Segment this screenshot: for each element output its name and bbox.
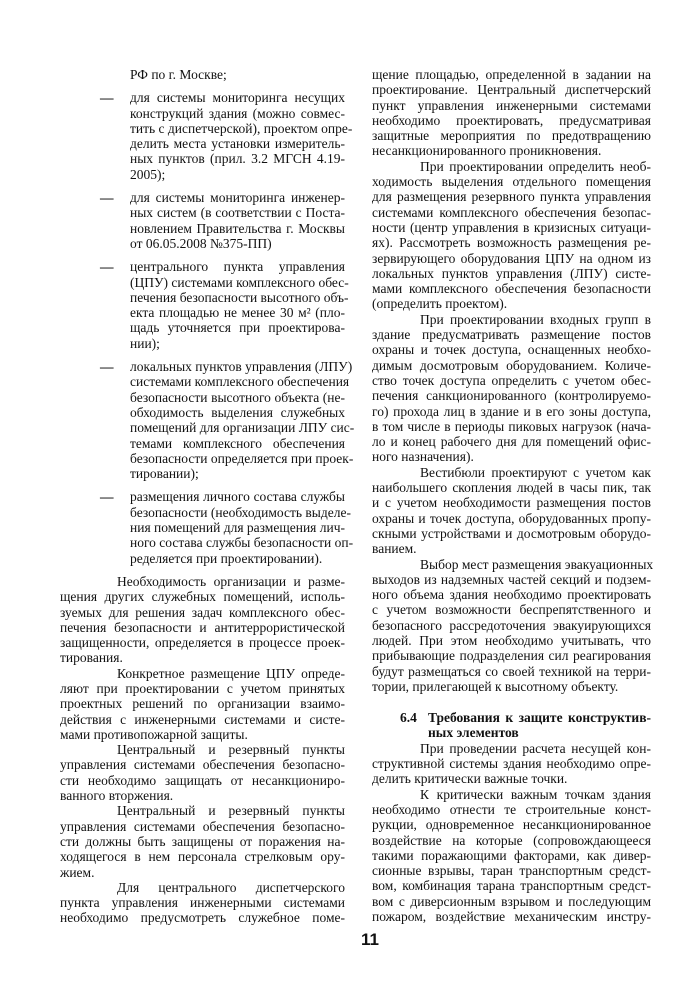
text-line: димым досмотровым оборудованием. Количе- (372, 357, 651, 373)
text-line: сти должны быть защищены от поражения на- (60, 833, 345, 849)
text-line: несанкционированного проникновения. (372, 143, 602, 159)
text-line: сти необходимо защищать от несанкциониро- (60, 772, 345, 788)
paragraph (372, 67, 651, 159)
text-line: для системы мониторинга инженер- (130, 190, 345, 206)
text-line: тировании); (130, 466, 199, 482)
text-line: К критически важным точкам здания (420, 786, 651, 802)
text-line: темами комплексного обеспечения (130, 435, 345, 451)
text-line: безопасности высотного объекта (не- (130, 389, 345, 405)
paragraph (60, 803, 345, 879)
text-line: необходимо отнести те строительные конст- (372, 801, 651, 817)
text-line: Центральный и резервный пункты (117, 803, 345, 819)
paragraph (60, 880, 345, 926)
right-column (372, 67, 654, 925)
text-line: с учетом возможности беспрепятственного и (372, 602, 651, 618)
bullet-dash: — (100, 190, 114, 206)
section-heading (372, 710, 651, 741)
text-line: обходимость выделения служебных (130, 404, 345, 420)
bullet-item (60, 259, 349, 351)
text-line: ного состава службы безопасности оп- (130, 535, 354, 551)
text-line: людей. При этом необходимо учитывать, что (372, 632, 651, 648)
text-line: наибольшего скопления людей в часы пик, так (372, 480, 651, 496)
text-line: проектирование. Центральный диспетчерский (372, 82, 651, 98)
text-line: делить критически важные точки. (372, 771, 568, 787)
bullet-item (60, 190, 345, 251)
paragraph (60, 742, 345, 803)
text-line: ляют при проектировании с учетом принятых (60, 680, 345, 696)
text-line: защитные мероприятия по предотвращению (372, 128, 651, 144)
text-line: от 06.05.2008 №375-ПП) (130, 235, 272, 251)
text-line: выходов из надземных частей секций и подзем- (372, 571, 651, 587)
text-line: и с учетом необходимости размещения постов (372, 495, 651, 511)
text-line: здание предусматривать размещение постов (372, 327, 651, 343)
bullet-dash: — (100, 90, 114, 106)
text-line: щения других служебных помещений, исполь- (60, 589, 345, 605)
text-line: Конкретное размещение ЦПУ опреде- (117, 665, 345, 681)
text-line: воздействие на которые (сопровождающееся (372, 832, 651, 848)
text-line: действия с инженерными системами и систе- (60, 711, 345, 727)
text-line: будут размещаться со своей техникой на терри- (372, 663, 651, 679)
text-line: пункта управления инженерными системами (60, 895, 345, 911)
text-line: системами комплексного обеспечения (130, 374, 350, 390)
text-line: для системы мониторинга несущих (130, 90, 345, 106)
bullet-dash: — (100, 489, 114, 505)
text-line: тирования. (60, 650, 123, 666)
text-line: жием. (60, 864, 95, 880)
text-line: локальных пунктов управления (ЛПУ) систе- (372, 265, 651, 281)
text-line: Центральный и резервный пункты (117, 742, 345, 758)
text-line: (ЦПУ) системами комплексного обес- (130, 274, 349, 290)
paragraph (372, 741, 651, 787)
text-line: ходящегося в нем персонала стрелковым ору- (60, 849, 345, 865)
text-line: ходимость выделения отдельного помещения (372, 174, 651, 190)
text-line: безопасности (необходимость выделе- (130, 504, 351, 520)
text-line: ных пунктов (прил. 3.2 МГСН 4.19- (130, 151, 345, 167)
text-line: тить с диспетчерской), проектом опре- (130, 120, 353, 136)
text-line: прибывающие подразделения сил реагирования (372, 648, 651, 664)
paragraph (372, 312, 651, 465)
section-number: 6.4 (400, 710, 417, 726)
text-line: ях). Рассмотреть возможность размещения ре- (372, 235, 651, 251)
bullet-dash: — (100, 359, 114, 375)
text-line: ных систем (в соответствии с Поста- (130, 205, 345, 221)
text-line: охраны и точек доступа, оборудованных пропу- (372, 510, 651, 526)
list-intro-continuation (60, 67, 345, 82)
text-line: зервирующего оборудования ЦПУ на одном из (372, 250, 651, 266)
text-line: ределяется при проектировании). (130, 550, 323, 566)
bullet-item (60, 489, 354, 566)
text-line: безопасного рассредоточения эвакуирующихся (372, 617, 651, 633)
text-line: рукции, одновременное несанкционированное (372, 817, 651, 833)
bullet-dash: — (100, 259, 114, 275)
text-line: При проектировании определить необ- (420, 158, 651, 174)
text-line: го) прохода лиц в здание и в его зоны доступа, (372, 403, 651, 419)
text-line: управления системами обеспечения безопасно- (60, 757, 345, 773)
text-line: нии); (130, 335, 160, 351)
paragraph (372, 787, 651, 925)
paragraph (60, 666, 345, 742)
text-line: ного объема здания необходимо проектировать (372, 587, 651, 603)
text-line: мами комплексного обеспечения безопасности (372, 281, 651, 297)
text-line: При проведении расчета несущей кон- (420, 740, 651, 756)
text-line: размещения личного состава службы (130, 489, 345, 505)
text-line: (определить проектом). (372, 296, 508, 312)
text-line: печения безопасности высотного объ- (130, 289, 349, 305)
text-line: екта площадью не менее 30 м² (пло- (130, 305, 345, 321)
text-line: ло и конец рабочего дня для помещений офис- (372, 434, 651, 450)
text-line: мами противопожарной защиты. (60, 726, 248, 742)
text-line: необходимо предусмотреть служебное поме- (60, 910, 345, 926)
text-line: 2005); (130, 166, 166, 182)
text-line: защищенности, определяется в процессе проек- (60, 635, 345, 651)
text-line: печения санкционированного (контролируемо- (372, 388, 651, 404)
text-line: необходимо проектировать, предусматривая (372, 112, 651, 128)
text-line: локальных пунктов управления (ЛПУ) (130, 359, 353, 375)
text-line: Необходимость организации и разме- (117, 573, 345, 589)
text-line: ванного вторжения. (60, 788, 174, 804)
text-line: РФ по г. Москве; (130, 67, 227, 82)
text-line: безопасности определяется при проек- (130, 450, 354, 466)
paragraph (372, 465, 651, 557)
text-line: управления системами обеспечения безопасно- (60, 818, 345, 834)
text-line: пожаром, воздействие механическим инстру- (372, 909, 651, 925)
text-line: помещений для организации ЛПУ сис- (130, 420, 355, 436)
text-line: печения безопасности и антитеррористической (60, 619, 345, 635)
text-line: проектных решений по организации взаимо- (60, 696, 345, 712)
text-line: центрального пункта управления (130, 259, 345, 275)
text-line: щадь уточняется при проектирова- (130, 320, 345, 336)
text-line: Выбор мест размещения эвакуационных (420, 556, 654, 572)
text-line: структивной системы здания необходимо опре- (372, 756, 651, 772)
text-line: такими поражающими факторами, как дивер- (372, 847, 651, 863)
text-line: При проектировании входных групп в (420, 311, 651, 327)
text-line: Вестибюли проектируют с учетом как (420, 464, 651, 480)
text-line: ванием. (372, 541, 417, 557)
bullet-item (60, 359, 355, 482)
text-line: Требования к защите конструктив- (428, 710, 651, 726)
paragraph (372, 159, 651, 312)
text-line: тории, прилегающей к высотному объекту. (372, 678, 619, 694)
paragraph (372, 556, 654, 695)
text-line: ных элементов (428, 725, 519, 741)
text-line: ство точек доступа определить с учетом обес- (372, 372, 651, 388)
left-column (60, 67, 355, 926)
text-line: ности (центр управления в кризисных ситуаци- (372, 219, 651, 235)
text-line: в том числе в периоды пиковых нагрузок (нача- (372, 418, 651, 434)
text-line: пункт управления инженерными системами (372, 97, 651, 113)
text-line: щение площадью, определенной в задании на (372, 67, 651, 82)
text-line: ния помещений для размещения лич- (130, 520, 345, 536)
text-line: скными устройствами и досмотровым оборудо- (372, 525, 651, 541)
text-line: зуемых для решения задач комплексного обес- (60, 604, 345, 620)
text-line: делить места установки измеритель- (130, 136, 345, 152)
text-line: вом, комбинация тарана транспортным средст- (372, 878, 651, 894)
text-line: ного назначения). (372, 449, 474, 465)
text-line: охраны и точек доступа, оснащенных необхо- (372, 342, 651, 358)
text-line: конструкций здания (можно совмес- (130, 105, 345, 121)
bullet-item (60, 90, 353, 182)
text-line: сионные взрывы, таран транспортным средст- (372, 863, 651, 879)
paragraph (60, 574, 345, 666)
text-line: вом с диверсионным взрывом и последующим (372, 893, 651, 909)
text-line: системами комплексного обеспечения безопас- (372, 204, 651, 220)
page-number: 11 (361, 930, 379, 949)
text-line: для размещения резервного пункта управления (372, 189, 651, 205)
text-line: новлением Правительства г. Москвы (130, 220, 345, 236)
text-line: Для центрального диспетчерского (117, 879, 345, 895)
